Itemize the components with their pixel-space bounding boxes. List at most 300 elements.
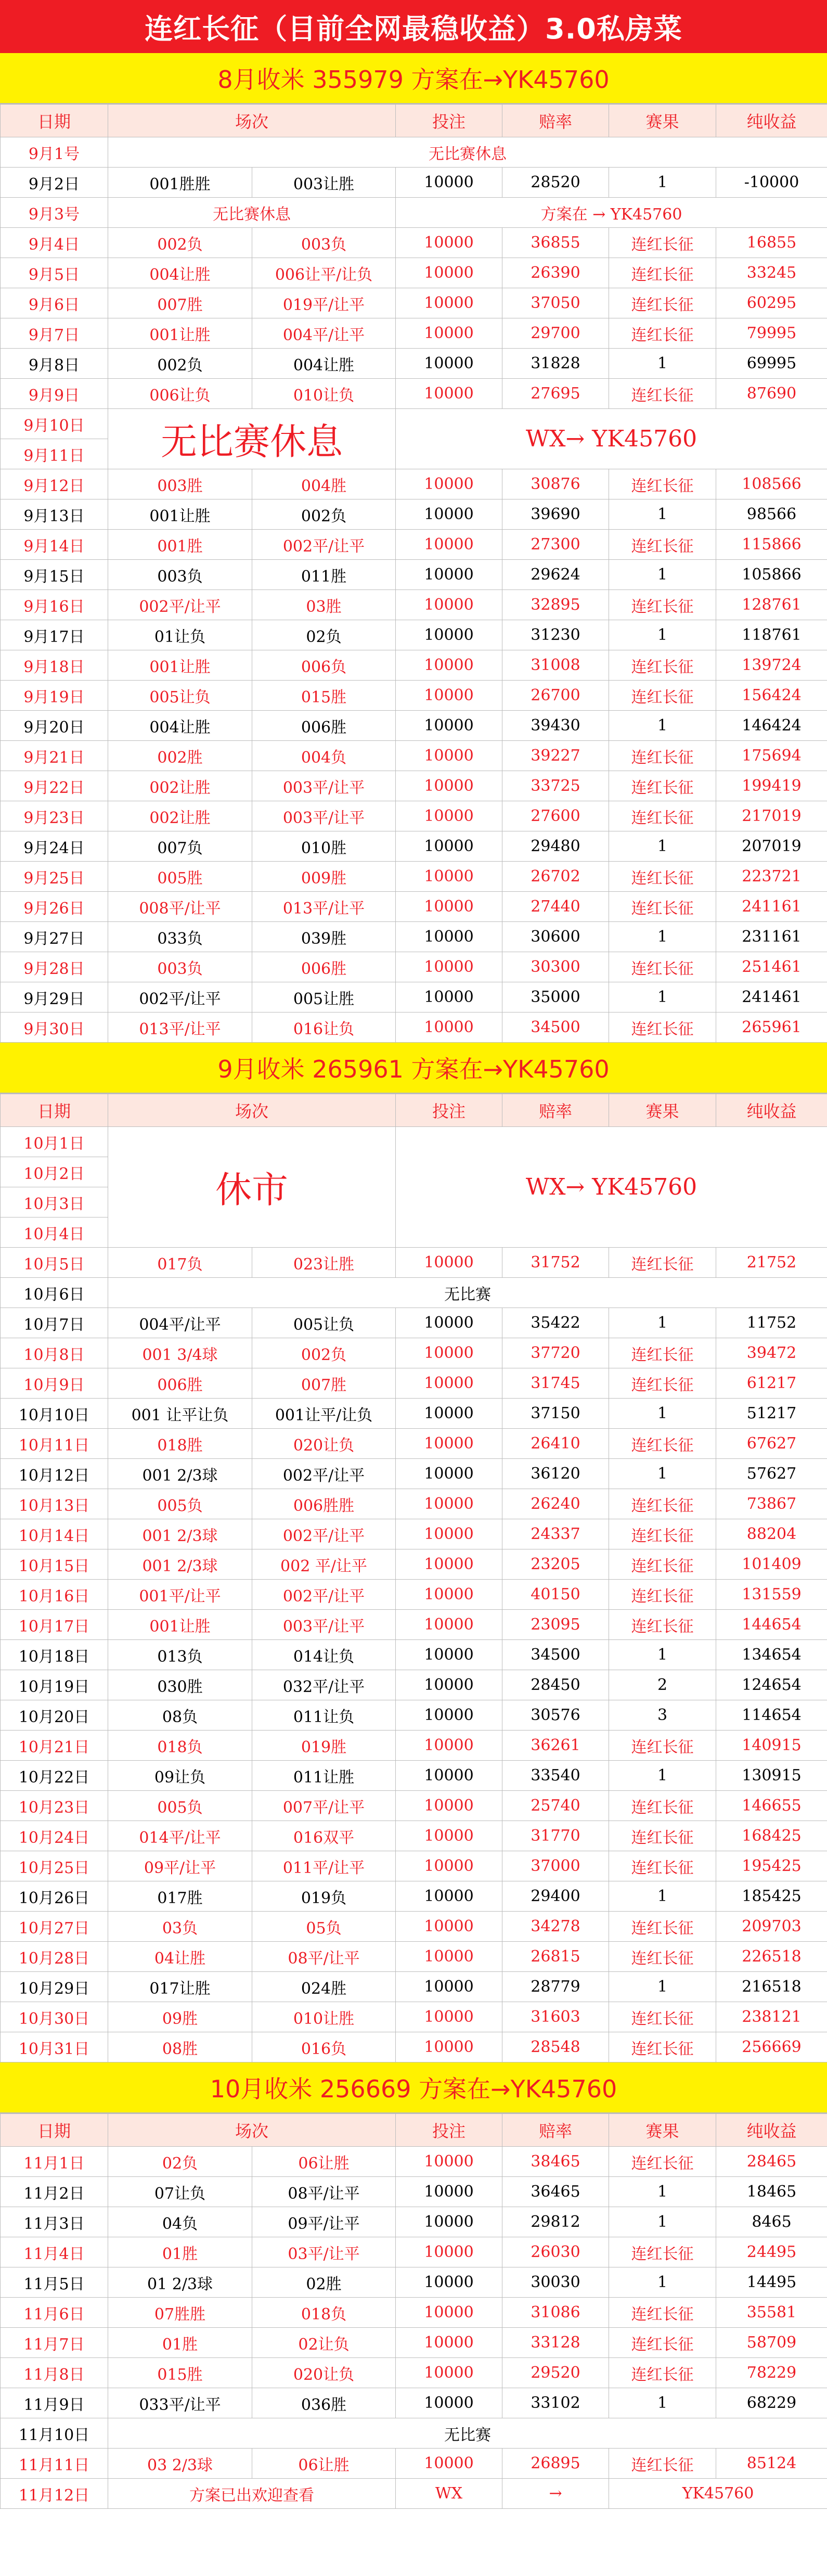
profit-cell: 241461 (716, 982, 827, 1013)
result-cell: 1 (609, 831, 716, 862)
table-row (1, 1368, 827, 1399)
profit-cell: 175694 (716, 741, 827, 771)
table-row (1, 1459, 827, 1489)
result-cell: 1 (609, 922, 716, 952)
table-row (1, 198, 827, 228)
profit-cell: 39472 (716, 1338, 827, 1368)
table-row (1, 1610, 827, 1640)
table-row (1, 922, 827, 952)
date-cell: 9月14日 (1, 530, 108, 560)
rest-cell: 无比赛休息 (108, 198, 396, 228)
profit-cell: 87690 (716, 379, 827, 409)
odds-cell: 38465 (502, 2147, 609, 2177)
date-cell: 11月12日 (1, 2479, 108, 2509)
table-row (1, 530, 827, 560)
match-2: 003平/让平 (252, 771, 396, 801)
table-row (1, 1791, 827, 1821)
odds-cell: 28450 (502, 1670, 609, 1700)
match-1: 007负 (108, 831, 252, 862)
match-2: 016负 (252, 2032, 396, 2062)
date-cell: 11月2日 (1, 2177, 108, 2207)
date-cell: 9月1号 (1, 137, 108, 168)
bet-cell: 10000 (396, 318, 502, 349)
result-cell: 连红长征 (609, 1942, 716, 1972)
header-result: 赛果 (609, 105, 716, 137)
table-row (1, 379, 827, 409)
odds-cell: 26240 (502, 1489, 609, 1519)
profit-cell: 51217 (716, 1399, 827, 1429)
table-row (1, 2267, 827, 2298)
date-cell: 10月28日 (1, 1942, 108, 1972)
result-cell: 连红长征 (609, 1731, 716, 1761)
match-2: 019平/让平 (252, 288, 396, 318)
profit-cell: 139724 (716, 650, 827, 681)
profit-cell: 223721 (716, 862, 827, 892)
date-cell: 9月5日 (1, 258, 108, 288)
header-matches: 场次 (108, 2114, 396, 2147)
table-row (1, 1700, 827, 1731)
match-2: 002平/让平 (252, 1580, 396, 1610)
result-cell: 1 (609, 1308, 716, 1338)
match-2: 001让平/让负 (252, 1399, 396, 1429)
date-cell: 9月24日 (1, 831, 108, 862)
bet-cell: 10000 (396, 530, 502, 560)
profit-cell: 256669 (716, 2032, 827, 2062)
date-cell: 11月9日 (1, 2388, 108, 2418)
table-row (1, 318, 827, 349)
match-2: 024胜 (252, 1972, 396, 2002)
match-2: 014让负 (252, 1640, 396, 1670)
match-1: 007胜 (108, 288, 252, 318)
match-2: 002 平/让平 (252, 1549, 396, 1580)
match-1: 001 让平让负 (108, 1399, 252, 1429)
bet-cell: 10000 (396, 1731, 502, 1761)
result-cell: 连红长征 (609, 1580, 716, 1610)
match-2: 08平/让平 (252, 2177, 396, 2207)
odds-cell: 31008 (502, 650, 609, 681)
match-2: 06让胜 (252, 2449, 396, 2479)
result-cell: 连红长征 (609, 1821, 716, 1851)
date-cell: 11月5日 (1, 2267, 108, 2298)
match-2: 020让负 (252, 2358, 396, 2388)
match-2: 003平/让平 (252, 801, 396, 831)
bet-cell: 10000 (396, 168, 502, 198)
profit-cell: 156424 (716, 681, 827, 711)
match-1: 03 2/3球 (108, 2449, 252, 2479)
odds-cell: 31828 (502, 349, 609, 379)
profit-cell: 11752 (716, 1308, 827, 1338)
header-profit: 纯收益 (716, 105, 827, 137)
table-row (1, 1399, 827, 1429)
date-cell: 10月31日 (1, 2032, 108, 2062)
table-row (1, 2207, 827, 2237)
result-cell: 1 (609, 982, 716, 1013)
date-cell: 10月18日 (1, 1640, 108, 1670)
odds-cell: 30030 (502, 2267, 609, 2298)
profit-cell: 124654 (716, 1670, 827, 1700)
bet-cell: 10000 (396, 499, 502, 530)
bet-cell: 10000 (396, 590, 502, 620)
bet-cell: 10000 (396, 349, 502, 379)
result-cell: 连红长征 (609, 2358, 716, 2388)
page-title: 连红长征（目前全网最稳收益）3.0私房菜 (0, 0, 827, 53)
match-1: 08胜 (108, 2032, 252, 2062)
odds-cell: 28520 (502, 168, 609, 198)
table-row (1, 681, 827, 711)
header-bet: 投注 (396, 1094, 502, 1127)
bet-cell: 10000 (396, 1791, 502, 1821)
match-1: 015胜 (108, 2358, 252, 2388)
wechat-notice: WX→ YK45760 (396, 409, 827, 469)
date-cell: 9月25日 (1, 862, 108, 892)
table-row (1, 2237, 827, 2267)
match-2: 004平/让平 (252, 318, 396, 349)
odds-cell: 31752 (502, 1248, 609, 1278)
result-cell: 1 (609, 168, 716, 198)
match-2: 002负 (252, 499, 396, 530)
profit-cell: 67627 (716, 1429, 827, 1459)
table-row (1, 590, 827, 620)
rest-notice: 休市 (108, 1127, 396, 1248)
date-cell: 10月16日 (1, 1580, 108, 1610)
result-cell: 连红长征 (609, 2449, 716, 2479)
odds-cell: 37050 (502, 288, 609, 318)
match-1: 002负 (108, 228, 252, 258)
date-cell: 10月21日 (1, 1731, 108, 1761)
result-cell: 1 (609, 711, 716, 741)
rest-cell: 无比赛休息 (108, 137, 827, 168)
bet-cell: 10000 (396, 771, 502, 801)
match-2: 003让胜 (252, 168, 396, 198)
date-cell: 10月3日 (1, 1187, 108, 1217)
result-cell: 连红长征 (609, 1013, 716, 1043)
wechat-id: YK45760 (609, 2479, 827, 2509)
date-cell: 10月4日 (1, 1217, 108, 1248)
match-2: 002平/让平 (252, 1459, 396, 1489)
profit-cell: 130915 (716, 1761, 827, 1791)
table-row (1, 1942, 827, 1972)
date-cell: 11月1日 (1, 2147, 108, 2177)
profit-cell: 101409 (716, 1549, 827, 1580)
bet-cell: 10000 (396, 1670, 502, 1700)
result-cell: 连红长征 (609, 318, 716, 349)
table-row (1, 831, 827, 862)
odds-cell: 29480 (502, 831, 609, 862)
date-cell: 10月23日 (1, 1791, 108, 1821)
result-cell: 连红长征 (609, 1610, 716, 1640)
result-cell: 连红长征 (609, 771, 716, 801)
header-profit: 纯收益 (716, 1094, 827, 1127)
match-2: 023让胜 (252, 1248, 396, 1278)
table-row (1, 2147, 827, 2177)
bet-cell: 10000 (396, 831, 502, 862)
result-cell: 1 (609, 560, 716, 590)
match-1: 09胜 (108, 2002, 252, 2032)
profit-cell: 114654 (716, 1700, 827, 1731)
date-cell: 10月12日 (1, 1459, 108, 1489)
match-2: 09平/让平 (252, 2207, 396, 2237)
date-cell: 10月8日 (1, 1338, 108, 1368)
profit-cell: 28465 (716, 2147, 827, 2177)
rest-cell: 无比赛 (108, 2418, 827, 2449)
match-1: 01让负 (108, 620, 252, 650)
date-cell: 10月22日 (1, 1761, 108, 1791)
result-cell: 1 (609, 1399, 716, 1429)
date-cell: 11月6日 (1, 2298, 108, 2328)
table-row (1, 288, 827, 318)
odds-cell: 29812 (502, 2207, 609, 2237)
match-2: 002平/让平 (252, 530, 396, 560)
match-1: 018胜 (108, 1429, 252, 1459)
table-row (1, 741, 827, 771)
profit-cell: 118761 (716, 620, 827, 650)
date-cell: 9月10日 (1, 409, 108, 439)
result-cell: 连红长征 (609, 1549, 716, 1580)
result-cell: 连红长征 (609, 1489, 716, 1519)
odds-cell: 32895 (502, 590, 609, 620)
match-1: 002让胜 (108, 771, 252, 801)
rest-notice: 无比赛休息 (108, 409, 396, 469)
odds-cell: 39430 (502, 711, 609, 741)
table-row (1, 1851, 827, 1881)
profit-cell: 144654 (716, 1610, 827, 1640)
date-cell: 10月27日 (1, 1912, 108, 1942)
odds-cell: 30300 (502, 952, 609, 982)
bet-cell: 10000 (396, 2002, 502, 2032)
profit-cell: 61217 (716, 1368, 827, 1399)
date-cell: 9月9日 (1, 379, 108, 409)
match-2: 006胜胜 (252, 1489, 396, 1519)
odds-cell: 31745 (502, 1368, 609, 1399)
results-table (0, 2113, 827, 2509)
bet-cell: 10000 (396, 1549, 502, 1580)
date-cell: 9月12日 (1, 469, 108, 499)
odds-cell: 36855 (502, 228, 609, 258)
odds-cell: 26702 (502, 862, 609, 892)
table-row (1, 2328, 827, 2358)
profit-cell: 16855 (716, 228, 827, 258)
match-2: 004让胜 (252, 349, 396, 379)
match-2: 011平/让平 (252, 1851, 396, 1881)
result-cell: 1 (609, 1640, 716, 1670)
date-cell: 9月16日 (1, 590, 108, 620)
date-cell: 10月30日 (1, 2002, 108, 2032)
date-cell: 10月24日 (1, 1821, 108, 1851)
table-row (1, 1549, 827, 1580)
match-1: 001 2/3球 (108, 1519, 252, 1549)
bet-cell: 10000 (396, 1821, 502, 1851)
bet-cell: 10000 (396, 1338, 502, 1368)
match-2: 003负 (252, 228, 396, 258)
date-cell: 9月29日 (1, 982, 108, 1013)
table-row (1, 1912, 827, 1942)
bet-cell: 10000 (396, 1429, 502, 1459)
match-1: 001胜胜 (108, 168, 252, 198)
date-cell: 10月19日 (1, 1670, 108, 1700)
bet-cell: 10000 (396, 620, 502, 650)
match-2: 002负 (252, 1338, 396, 1368)
table-row (1, 2449, 827, 2479)
header-date: 日期 (1, 2114, 108, 2147)
bet-cell: 10000 (396, 892, 502, 922)
rest-cell: 无比赛 (108, 1278, 827, 1308)
result-cell: 连红长征 (609, 228, 716, 258)
result-cell: 连红长征 (609, 1368, 716, 1399)
profit-cell: 57627 (716, 1459, 827, 1489)
odds-cell: 27600 (502, 801, 609, 831)
odds-cell: 31770 (502, 1821, 609, 1851)
bet-cell: 10000 (396, 1489, 502, 1519)
date-cell: 9月7日 (1, 318, 108, 349)
match-1: 001平/让平 (108, 1580, 252, 1610)
table-row (1, 892, 827, 922)
odds-cell: 23205 (502, 1549, 609, 1580)
date-cell: 9月27日 (1, 922, 108, 952)
header-bet: 投注 (396, 105, 502, 137)
match-1: 001 2/3球 (108, 1549, 252, 1580)
match-2: 006负 (252, 650, 396, 681)
profit-cell: 88204 (716, 1519, 827, 1549)
bet-cell: 10000 (396, 2449, 502, 2479)
odds-cell: 27695 (502, 379, 609, 409)
result-cell: 连红长征 (609, 862, 716, 892)
match-1: 002平/让平 (108, 590, 252, 620)
date-cell: 9月6日 (1, 288, 108, 318)
odds-cell: 36261 (502, 1731, 609, 1761)
match-2: 013平/让平 (252, 892, 396, 922)
result-cell: 2 (609, 1670, 716, 1700)
bet-cell: 10000 (396, 2358, 502, 2388)
table-row (1, 620, 827, 650)
table-row (1, 1972, 827, 2002)
bet-cell: 10000 (396, 1942, 502, 1972)
header-matches: 场次 (108, 1094, 396, 1127)
profit-cell: 226518 (716, 1942, 827, 1972)
profit-cell: 58709 (716, 2328, 827, 2358)
table-row (1, 2418, 827, 2449)
odds-cell: 30600 (502, 922, 609, 952)
odds-cell: 33540 (502, 1761, 609, 1791)
profit-cell: 68229 (716, 2388, 827, 2418)
bet-cell: 10000 (396, 2177, 502, 2207)
table-row (1, 349, 827, 379)
match-1: 03负 (108, 1912, 252, 1942)
result-cell: 连红长征 (609, 2002, 716, 2032)
bet-cell: 10000 (396, 650, 502, 681)
table-row (1, 1429, 827, 1459)
match-2: 05负 (252, 1912, 396, 1942)
match-2: 036胜 (252, 2388, 396, 2418)
match-1: 01胜 (108, 2237, 252, 2267)
bet-cell: 10000 (396, 258, 502, 288)
match-1: 001让胜 (108, 499, 252, 530)
odds-cell: 31603 (502, 2002, 609, 2032)
match-2: 011让负 (252, 1700, 396, 1731)
odds-cell: 26815 (502, 1942, 609, 1972)
odds-cell: 35000 (502, 982, 609, 1013)
result-cell: 连红长征 (609, 952, 716, 982)
result-cell: 1 (609, 349, 716, 379)
bet-cell: 10000 (396, 982, 502, 1013)
bet-cell: 10000 (396, 469, 502, 499)
odds-cell: 37720 (502, 1338, 609, 1368)
date-cell: 11月11日 (1, 2449, 108, 2479)
odds-cell: 26410 (502, 1429, 609, 1459)
match-1: 033负 (108, 922, 252, 952)
odds-cell: 29400 (502, 1881, 609, 1912)
date-cell: 10月7日 (1, 1308, 108, 1338)
bet-cell: 10000 (396, 1013, 502, 1043)
table-row (1, 2032, 827, 2062)
date-cell: 9月17日 (1, 620, 108, 650)
results-table (0, 104, 827, 1043)
match-2: 02负 (252, 620, 396, 650)
result-cell: 1 (609, 2388, 716, 2418)
match-1: 033平/让平 (108, 2388, 252, 2418)
match-1: 003负 (108, 560, 252, 590)
match-1: 001让胜 (108, 650, 252, 681)
odds-cell: 36120 (502, 1459, 609, 1489)
result-cell: 连红长征 (609, 590, 716, 620)
bet-cell: 10000 (396, 1248, 502, 1278)
table-row (1, 1761, 827, 1791)
profit-cell: 8465 (716, 2207, 827, 2237)
table-row (1, 771, 827, 801)
table-row (1, 1489, 827, 1519)
header-result: 赛果 (609, 2114, 716, 2147)
match-1: 01胜 (108, 2328, 252, 2358)
match-1: 008平/让平 (108, 892, 252, 922)
match-1: 09让负 (108, 1761, 252, 1791)
match-1: 004让胜 (108, 258, 252, 288)
match-1: 001胜 (108, 530, 252, 560)
table-row (1, 650, 827, 681)
match-2: 007胜 (252, 1368, 396, 1399)
match-2: 010让负 (252, 379, 396, 409)
match-2: 02胜 (252, 2267, 396, 2298)
result-cell: 1 (609, 1881, 716, 1912)
odds-cell: 31230 (502, 620, 609, 650)
table-row (1, 801, 827, 831)
profit-cell: 128761 (716, 590, 827, 620)
date-cell: 9月22日 (1, 771, 108, 801)
date-cell: 9月15日 (1, 560, 108, 590)
result-cell: 连红长征 (609, 681, 716, 711)
table-row (1, 2298, 827, 2328)
profit-cell: 217019 (716, 801, 827, 831)
odds-cell: 31086 (502, 2298, 609, 2328)
profit-cell: 18465 (716, 2177, 827, 2207)
match-1: 013负 (108, 1640, 252, 1670)
match-2: 039胜 (252, 922, 396, 952)
match-2: 06让胜 (252, 2147, 396, 2177)
result-cell: 连红长征 (609, 1791, 716, 1821)
profit-cell: 115866 (716, 530, 827, 560)
table-row (1, 1670, 827, 1700)
match-2: 08平/让平 (252, 1942, 396, 1972)
profit-cell: 146655 (716, 1791, 827, 1821)
match-1: 004平/让平 (108, 1308, 252, 1338)
bet-cell: 10000 (396, 1580, 502, 1610)
date-cell: 11月8日 (1, 2358, 108, 2388)
result-cell: 1 (609, 1972, 716, 2002)
result-cell: 连红长征 (609, 650, 716, 681)
bet-cell: 10000 (396, 1519, 502, 1549)
match-2: 032平/让平 (252, 1670, 396, 1700)
date-cell: 9月23日 (1, 801, 108, 831)
wx-label: WX (396, 2479, 502, 2509)
match-1: 07胜胜 (108, 2298, 252, 2328)
